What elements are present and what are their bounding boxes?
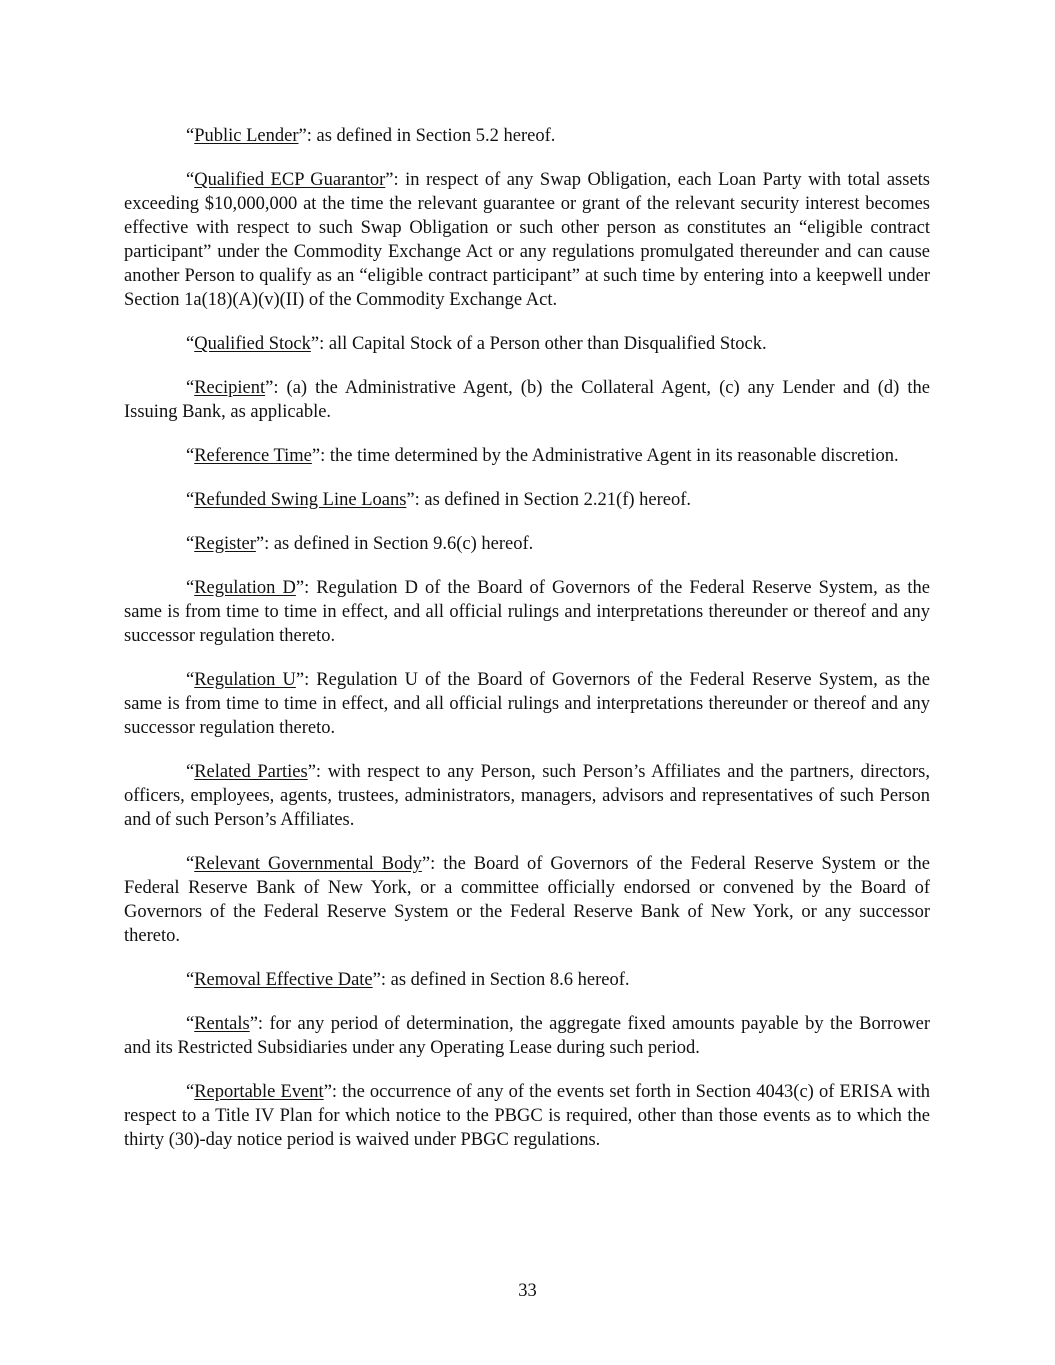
defined-term: Qualified ECP Guarantor	[194, 170, 386, 190]
definition-reportable-event: “Reportable Event”: the occurrence of any of the events set forth in Section 4043(c) of ERISA with respect to a Title IV Plan for which notice to the PBGC is required, other than those events as to which the thirty (30)-day notice period is waived under PBGC regulations.	[124, 1082, 930, 1150]
defined-term: Public Lender	[194, 126, 299, 146]
definition-related-parties: “Related Parties”: with respect to any Person, such Person’s Affiliates and the partners, directors, officers, employees, agents, trustees, administrators, managers, advisors and representatives of such Person and of such Person’s Affiliates.	[124, 762, 931, 830]
document-body	[124, 124, 930, 1172]
page-number: 33	[518, 1281, 537, 1301]
defined-term: Removal Effective Date	[194, 970, 373, 990]
defined-term: Regulation D	[194, 578, 296, 598]
defined-term: Reference Time	[194, 446, 312, 466]
defined-term: Qualified Stock	[194, 334, 311, 354]
definition-rentals: “Rentals”: for any period of determination, the aggregate fixed amounts payable by the Borrower and its Restricted Subsidiaries under any Operating Lease during such period.	[124, 1014, 930, 1058]
defined-term: Rentals	[194, 1014, 250, 1034]
definition-qualified-ecp-guarantor: “Qualified ECP Guarantor”: in respect of any Swap Obligation, each Loan Party with total assets exceeding $10,000,000 at the time the relevant guarantee or grant of the relevant security interest becomes effective with respect to such Swap Obligation or such other person as constitutes an “eligible contract participant” under the Commodity Exchange Act or any regulations promulgated thereunder and can cause another Person to qualify as an “eligible contract participant” at such time by entering into a keepwell under Section 1a(18)(A)(v)(II) of the Commodity Exchange Act.	[124, 170, 930, 310]
defined-term: Register	[194, 534, 256, 554]
defined-term: Reportable Event	[194, 1082, 324, 1102]
defined-term: Relevant Governmental Body	[194, 854, 422, 874]
defined-term: Recipient	[194, 378, 266, 398]
definition-qualified-stock: “Qualified Stock”: all Capital Stock of a Person other than Disqualified Stock.	[186, 334, 767, 354]
defined-term: Related Parties	[194, 762, 308, 782]
defined-term: Regulation U	[194, 670, 296, 690]
definition-regulation-d: “Regulation D”: Regulation D of the Board of Governors of the Federal Reserve System, as the same is from time to time in effect, and all official rulings and interpretations thereunder or thereof and any successor regulation thereto.	[124, 578, 930, 646]
definition-reference-time: “Reference Time”: the time determined by the Administrative Agent in its reasonable discretion.	[186, 446, 899, 466]
definition-relevant-governmental-body: “Relevant Governmental Body”: the Board of Governors of the Federal Reserve System or the Federal Reserve Bank of New York, or a committee officially endorsed or convened by the Board of Governors of the Federal Reserve System or the Federal Reserve Bank of New York, or any successor thereto.	[124, 854, 930, 946]
definition-recipient: “Recipient”: (a) the Administrative Agent, (b) the Collateral Agent, (c) any Lender and (d) the Issuing Bank, as applicable.	[124, 378, 930, 422]
definition-removal-effective-date: “Removal Effective Date”: as defined in Section 8.6 hereof.	[186, 970, 630, 990]
definition-public-lender: “Public Lender”: as defined in Section 5.2 hereof.	[186, 126, 556, 146]
defined-term: Refunded Swing Line Loans	[194, 490, 407, 510]
definition-register: “Register”: as defined in Section 9.6(c) hereof.	[186, 534, 534, 554]
definition-regulation-u: “Regulation U”: Regulation U of the Board of Governors of the Federal Reserve System, as the same is from time to time in effect, and all official rulings and interpretations thereunder or thereof and any successor regulation thereto.	[124, 670, 930, 738]
definition-refunded-swing-line-loans: “Refunded Swing Line Loans”: as defined in Section 2.21(f) hereof.	[186, 490, 692, 510]
